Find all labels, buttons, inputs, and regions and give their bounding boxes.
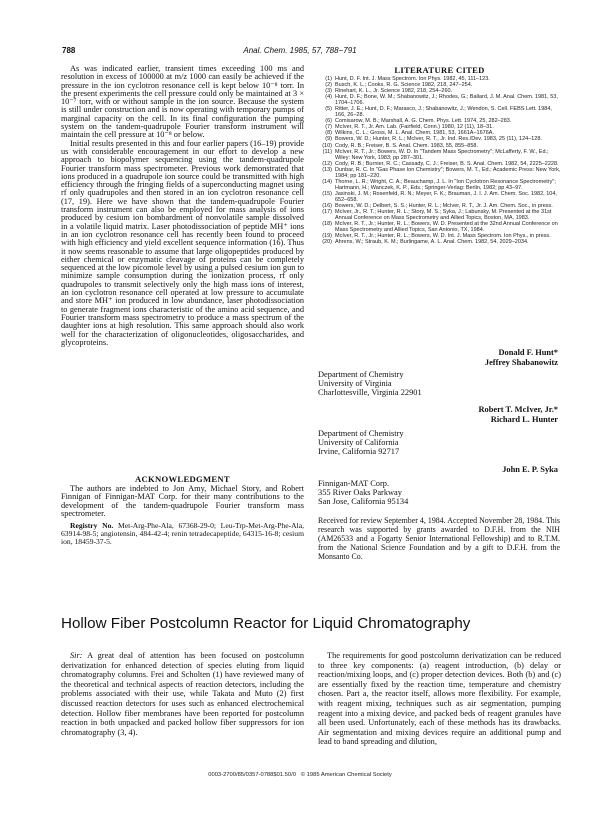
address-line: University of California <box>318 438 399 448</box>
reference-text: Thorne, L. R.; Wright, C. A.; Beauchamp, J. L. In "Ion Cyclotron Resonance Spectrometry"; Hartmann, H.; Wanczek, K. P., Eds.; Springer-Verlag: Berlin, 1982; pp 43–97. <box>335 178 556 191</box>
reference-number: (3) <box>325 88 332 95</box>
author-block-2 <box>318 405 558 425</box>
reference-text: Dunbar, R. C. In "Gas Phase Ion Chemistry"; Bowers, M. T., Ed.; Academic Press: New York, 1984; pp 181–220. <box>335 166 561 179</box>
sir-label: Sir: <box>70 651 83 660</box>
paragraph: Initial results presented in this and four earlier papers (16–19) provide us with considerable encouragement in our effort to develop a new approach to biopolymer sequencing using the tandem-quadrupole Fourier transform mass spectrometer. Previous work demonstrated that ions produced in a quadrupole ion source could be transmitted with high efficiency through the fringing fields of a superconducting magnet using rf only quadrupoles and then stored in an ion cyclotron resonance cell (17, 19). Here we have shown that the tandem-quadrupole Fourier transform instrument can also be employed for mass analysis of ions produced by cesium ion bombardment of nonvolatile sample dissolved in a volatile liquid matrix. Laser photodissociation of peptide MH⁺ ions in an ion cyclotron resonance cell has recently been found to proceed with high efficiency and yield excellent sequence information (16). Thus it now seems reasonable to assume that large oligopeptides produced by either chemical or enzymatic cleavage of proteins can be completely sequenced at the low picomole level by using a pulsed cesium ion gun to minimize sample consumption during the ionization process, rf only quadrupoles to transmit selectively only the high mass ions of interest, an ion cyclotron resonance cell operated at low pressure to accumulate and store MH⁺ ion produced in low abundance, laser photodissociation to generate fragment ions characteristic of the amino acid sequence, and Fourier transform mass spectrometry to produce a mass spectrum of the daughter ions at high resolution. This same approach should also work well for the characterization of oligonucleotides, oligosaccharides, and glycoproteins. <box>61 138 304 347</box>
reference-text: McIver, Jr., R. T.; Hunter, R. L.; Story, M. S.; Syka, J.; Labunsky, M. Presented at the 31st Annual Conference on Mass Spectrometry and Allied Topics, Boston, MA, 1983. <box>335 209 552 222</box>
reference-text: Bowers, W. D.; Hunter, R. L.; McIver, R. T., Jr. Ind. Res./Dev. 1983, 25 (11), 124–128. <box>335 136 542 143</box>
address-line: Irvine, California 92717 <box>318 447 400 457</box>
reference-number: (19) <box>322 233 332 240</box>
address-block-3 <box>318 479 408 507</box>
received-note <box>318 516 560 561</box>
reference-item <box>318 106 561 118</box>
reference-item <box>318 209 561 221</box>
registry-label: Registry No. <box>70 521 114 530</box>
reference-text: Bowers, W. D.; Delbert, S. S.; Hunter, R. L.; McIver, R. T., Jr. J. Am. Chem. Soc., in press. <box>335 202 553 209</box>
address-line: University of Virginia <box>318 379 392 389</box>
paragraph: Received for review September 4, 1984. Accepted November 28, 1984. This research was supported by grants awarded to D.F.H. from the NIH (AM26533 and a Fogarty Senior International Fellowship) and to R.T.M. from the National Science Foundation and by a gift to D.F.H. from the Monsanto Co. <box>318 516 560 561</box>
reference-item <box>318 94 561 106</box>
author-name: Richard L. Hunter <box>490 415 558 424</box>
address-line: Finnigan-MAT Corp. <box>318 479 390 488</box>
article-left-text <box>61 651 304 737</box>
paragraph: The requirements for good postcolumn derivatization can be reduced to three key components: (a) reagent introduction, (b) delay or reaction/mixing loops, and (c) proper detection devices. Both (b) and (c) are essentially fixed by the reaction time, temperature and chemistry chosen. Part a, the reactor itself, allows more flexibility. For example, with reagent mixing, techniques such as air segmentation, pumping reagent into a mixing device, and packed beds of reagent granules have all been used. Unfortunately, each of these methods has its drawbacks. Air segmentation and mixing devices require an additional pump and lead to band spreading and dilution, <box>318 651 561 747</box>
footer-code: 0003-2700/85/0357-0788$01.50/0 <box>208 772 296 778</box>
reference-text: Jasinski, J. M.; Rosenfeld, R. N.; Meyer, F. K.; Brauman, J. I. J. Am. Chem. Soc. 1982, 104, 652–658. <box>335 190 557 203</box>
references-heading: LITERATURE CITED <box>394 65 485 75</box>
reference-text: Ahrens, W.; Straub, K. M.; Burlingame, A. L. Anal. Chem. 1982, 54, 2029–2034. <box>335 239 529 246</box>
reference-item <box>318 149 561 161</box>
reference-text: McIver, R. T., Jr.; Bowers, W. D. In "Tandem Mass Spectrometry"; McLafferty, F. W., Ed.; Wiley: New York, 1983; pp 287–301. <box>335 148 549 161</box>
author-name: Jeffrey Shabanowitz <box>484 358 558 367</box>
reference-text: Comisarow, M. B.; Marshall, A. G. Chem. Phys. Lett. 1974, 25, 282–283. <box>335 118 512 125</box>
reference-item <box>318 167 561 179</box>
reference-number: (2) <box>325 82 332 89</box>
registry-numbers <box>61 522 304 546</box>
reference-item <box>318 239 561 245</box>
reference-text: Cody, R. B.; Burnier, R. C.; Cassady, C. J.; Freiser, B. S. Anal. Chem. 1982, 54, 2225–2228. <box>335 160 559 167</box>
acknowledgment-text <box>61 485 304 518</box>
article-title: Hollow Fiber Postcolumn Reactor for Liquid Chromatography <box>61 615 471 632</box>
reference-number: (11) <box>322 148 332 155</box>
article-right-text <box>318 651 561 747</box>
reference-number: (4) <box>325 94 332 101</box>
footer-copyright: © 1985 American Chemical Society <box>300 772 392 778</box>
address-line: 355 River Oaks Parkway <box>318 488 402 498</box>
reference-number: (6) <box>325 118 332 125</box>
reference-number: (17) <box>322 209 332 216</box>
reference-number: (16) <box>322 202 332 209</box>
reference-text: McIver, R. T., Jr.; Hunter, R. L.; Bowers, W. D. Presented at the 32nd Annual Conference on Mass Spectrometry and Allied Topics, San Antonio, TX, 1984. <box>335 221 558 234</box>
author-name: Donald F. Hunt* <box>498 348 558 357</box>
reference-list <box>318 76 561 245</box>
reference-text: Ritter, J. E.; Hunt, D. F.; Marasco, J.; Shabanowitz, J.; Wendon, S. Cell. FEBS Lett. 1984, 166, 26–28. <box>335 106 552 119</box>
reference-text: McIver, R. T., Jr. Am. Lab. (Fairfield, Conn.) 1980, 12 (11), 18–31. <box>335 124 494 131</box>
reference-text: Hunt, D. F.; Bone, W. M.; Shabanowitz, J.; Rhodes, G.; Ballard, J. M. Anal. Chem. 1981, 53, 1704–1706. <box>335 94 558 107</box>
reference-number: (13) <box>322 166 332 173</box>
left-column-text <box>61 65 304 347</box>
address-line: San Jose, California 95134 <box>318 497 409 507</box>
reference-text: Rinehart, K. L., Jr. Science 1982, 218, 254–260. <box>335 88 453 95</box>
running-header: Anal. Chem. 1985, 57, 788−791 <box>243 46 357 55</box>
address-block-2 <box>318 429 404 457</box>
paragraph: A great deal of attention has been focused on postcolumn derivatization for enhanced detection of species eluting from liquid chromatography columns. Frei and Scholten (1) have reviewed many of the theoretical and technical aspects of reaction detectors, including the problems associated with their use, while Takata and Muto (2) first discussed reaction detectors for uses such as enhanced electrochemical detection. Hollow fiber membranes have been reported for postcolumn reaction in both unpacked and packed hollow fiber suppressors for ion chromatography (3, 4). <box>61 651 304 737</box>
page-number: 788 <box>62 46 76 55</box>
address-line: Charlottesville, Virginia 22901 <box>318 388 422 398</box>
reference-item <box>318 221 561 233</box>
reference-item <box>318 191 561 203</box>
author-name: Robert T. McIver, Jr.* <box>478 405 558 414</box>
acknowledgment-heading: ACKNOWLEDGMENT <box>135 474 230 484</box>
reference-number: (15) <box>322 190 332 197</box>
paragraph: As was indicated earlier, transient times exceeding 100 ms and resolution in excess of 100000 at m/z 1000 can easily be achieved if the pressure in the ion cyclotron resonance cell is kept below 10⁻⁸ torr. In the present experiments the cell pressure could only be maintained at 3 × 10⁻⁷ torr, with or without sample in the ion source. Because the system is still under construction and is now operating with temporary pumps of marginal capacity on the cell. In its final configuration the pumping system on the tandem-quadrupole Fourier transform instrument will maintain the cell pressure at 10⁻⁸ or below. <box>61 64 304 140</box>
footer <box>0 772 600 778</box>
author-block-3 <box>318 465 558 475</box>
reference-text: Busch, K. L.; Cooks, R. G. Science 1982, 218, 247–254. <box>335 82 473 89</box>
reference-text: Hunt, D. F. Int. J. Mass Spectrom. Ion Phys. 1982, 45, 111–123. <box>335 76 490 82</box>
reference-number: (20) <box>322 239 332 246</box>
author-name: John E. P. Syka <box>502 465 558 474</box>
paragraph: The authors are indebted to Jon Amy, Michael Story, and Robert Finnigan of Finnigan-MAT Corp. for their many contributions to the development of the tandem-quadrupole Fourier transform mass spectrometer. <box>61 484 304 518</box>
reference-number: (5) <box>325 106 332 113</box>
reference-number: (7) <box>325 124 332 131</box>
author-block-1 <box>318 348 558 368</box>
reference-number: (1) <box>325 76 332 82</box>
reference-number: (8) <box>325 130 332 137</box>
reference-number: (10) <box>322 142 332 149</box>
reference-number: (12) <box>322 160 332 167</box>
reference-item <box>318 179 561 191</box>
reference-number: (18) <box>322 221 332 228</box>
reference-text: Wilkins, C. L.; Gross, M. L. Anal. Chem. 1981, 53, 1661A–1676A. <box>335 130 494 137</box>
reference-text: Cody, R. B.; Freiser, B. S. Anal. Chem. 1983, 55, 855–858. <box>335 142 478 149</box>
registry-text: Met-Arg-Phe-Ala, 67368-29-0; Leu-Trp-Met-Arg-Phe-Ala, 63914-98-5; angiotensin, 484-42-4; renin tetradecapeptide, 64315-16-8; cesium ion, 18459-37-5. <box>61 521 304 546</box>
reference-text: McIver, R. T., Jr.; Hunter, R. L.; Bowers, W. D. Int. J. Mass Spectrom. Ion Phys., in press. <box>335 233 551 240</box>
reference-number: (14) <box>322 178 332 185</box>
address-block-1 <box>318 370 422 398</box>
address-line: Department of Chemistry <box>318 429 404 438</box>
reference-number: (9) <box>325 136 332 143</box>
address-line: Department of Chemistry <box>318 370 404 379</box>
